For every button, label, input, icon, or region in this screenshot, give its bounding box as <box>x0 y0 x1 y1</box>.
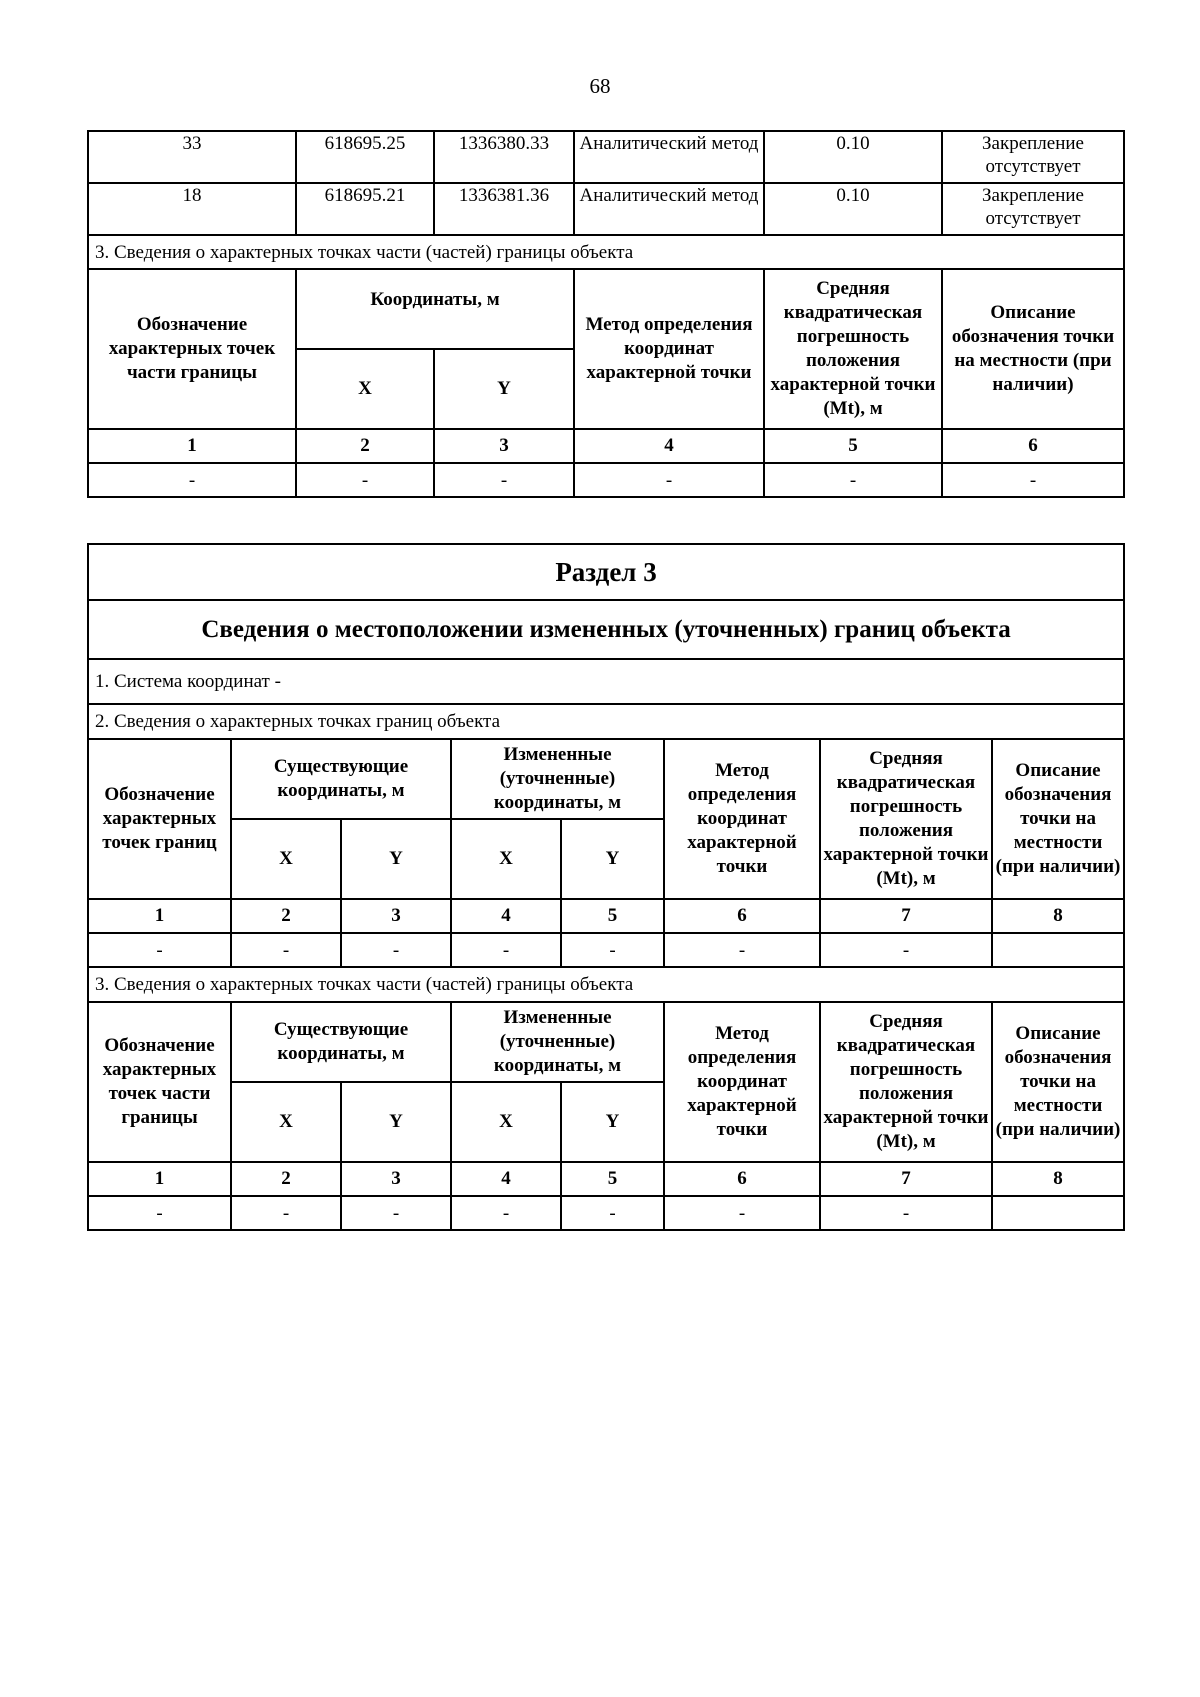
empty-cell: - <box>820 1196 992 1230</box>
column-number: 3 <box>434 429 574 463</box>
parts-title-row <box>88 967 1124 1002</box>
header-point-designation: Обозначение характерных точек части границы <box>88 269 296 429</box>
section-subtitle: Сведения о местоположении измененных (уточненных) границ объекта <box>88 600 1124 659</box>
empty-cell: - <box>341 933 451 967</box>
column-number: 3 <box>341 899 451 933</box>
empty-cell: - <box>296 463 434 497</box>
table-row <box>88 183 1124 235</box>
empty-cell: - <box>88 1196 231 1230</box>
empty-cell: - <box>561 1196 664 1230</box>
empty-cell: - <box>664 933 820 967</box>
header-existing-coordinates: Существующие координаты, м <box>231 739 451 819</box>
column-number: 5 <box>764 429 942 463</box>
x-value: 618695.21 <box>296 183 434 235</box>
empty-cell: - <box>574 463 764 497</box>
header-description: Описание обозначения точки на местности (при наличии) <box>992 739 1124 899</box>
column-number: 1 <box>88 429 296 463</box>
header-y: Y <box>341 1082 451 1162</box>
empty-cell <box>992 1196 1124 1230</box>
header-error: Средняя квадратическая погрешность положения характерной точки (Mt), м <box>820 1002 992 1162</box>
section-heading-row <box>88 544 1124 600</box>
x-value: 618695.25 <box>296 131 434 183</box>
top-table <box>87 130 1125 498</box>
header-x: X <box>231 819 341 899</box>
empty-cell: - <box>341 1196 451 1230</box>
column-numbers-row <box>88 899 1124 933</box>
column-numbers-row <box>88 429 1124 463</box>
header-row <box>88 739 1124 819</box>
empty-cell: - <box>231 1196 341 1230</box>
column-number: 8 <box>992 899 1124 933</box>
table-row <box>88 933 1124 967</box>
column-number: 5 <box>561 899 664 933</box>
empty-cell: - <box>231 933 341 967</box>
column-number: 6 <box>664 1162 820 1196</box>
column-number: 7 <box>820 1162 992 1196</box>
empty-cell: - <box>451 1196 561 1230</box>
column-number: 2 <box>231 1162 341 1196</box>
table-row <box>88 131 1124 183</box>
header-description: Описание обозначения точки на местности (при наличии) <box>942 269 1124 429</box>
section-title: 3. Сведения о характерных точках части (частей) границы объекта <box>88 235 1124 269</box>
header-row <box>88 269 1124 349</box>
header-method: Метод определения координат характерной точки <box>574 269 764 429</box>
empty-cell: - <box>820 933 992 967</box>
column-number: 5 <box>561 1162 664 1196</box>
empty-cell: - <box>664 1196 820 1230</box>
column-number: 8 <box>992 1162 1124 1196</box>
column-number: 2 <box>296 429 434 463</box>
point-id: 18 <box>88 183 296 235</box>
parts-title: 3. Сведения о характерных точках части (частей) границы объекта <box>88 967 1124 1002</box>
header-x: X <box>231 1082 341 1162</box>
empty-cell: - <box>88 463 296 497</box>
header-changed-coordinates: Измененные (уточненные) координаты, м <box>451 1002 664 1082</box>
header-y: Y <box>561 1082 664 1162</box>
section-row <box>88 235 1124 269</box>
empty-cell: - <box>942 463 1124 497</box>
coordinate-system: 1. Система координат - <box>88 659 1124 704</box>
method-value: Аналитический метод <box>574 183 764 235</box>
column-number: 7 <box>820 899 992 933</box>
column-number: 1 <box>88 899 231 933</box>
table-row <box>88 463 1124 497</box>
header-coordinates: Координаты, м <box>296 269 574 349</box>
y-value: 1336380.33 <box>434 131 574 183</box>
empty-cell: - <box>764 463 942 497</box>
point-id: 33 <box>88 131 296 183</box>
header-row <box>88 1002 1124 1082</box>
section3-table <box>87 543 1125 1231</box>
column-number: 6 <box>942 429 1124 463</box>
header-error: Средняя квадратическая погрешность положения характерной точки (Mt), м <box>820 739 992 899</box>
column-number: 4 <box>574 429 764 463</box>
header-changed-coordinates: Измененные (уточненные) координаты, м <box>451 739 664 819</box>
header-x: X <box>451 1082 561 1162</box>
points-title: 2. Сведения о характерных точках границ объекта <box>88 704 1124 739</box>
header-point-designation: Обозначение характерных точек границ <box>88 739 231 899</box>
header-point-designation: Обозначение характерных точек части границы <box>88 1002 231 1162</box>
column-number: 4 <box>451 899 561 933</box>
header-method: Метод определения координат характерной точки <box>664 739 820 899</box>
error-value: 0.10 <box>764 131 942 183</box>
column-number: 4 <box>451 1162 561 1196</box>
header-y: Y <box>561 819 664 899</box>
empty-cell: - <box>561 933 664 967</box>
empty-cell: - <box>88 933 231 967</box>
header-y: Y <box>434 349 574 429</box>
table-row <box>88 1196 1124 1230</box>
empty-cell: - <box>451 933 561 967</box>
page-number: 68 <box>589 74 611 98</box>
column-number: 1 <box>88 1162 231 1196</box>
column-number: 6 <box>664 899 820 933</box>
y-value: 1336381.36 <box>434 183 574 235</box>
header-x: X <box>296 349 434 429</box>
header-description: Описание обозначения точки на местности (при наличии) <box>992 1002 1124 1162</box>
column-numbers-row <box>88 1162 1124 1196</box>
header-error: Средняя квадратическая погрешность положения характерной точки (Mt), м <box>764 269 942 429</box>
column-number: 3 <box>341 1162 451 1196</box>
method-value: Аналитический метод <box>574 131 764 183</box>
header-method: Метод определения координат характерной точки <box>664 1002 820 1162</box>
header-x: X <box>451 819 561 899</box>
coord-system-row <box>88 659 1124 704</box>
empty-cell <box>992 933 1124 967</box>
column-number: 2 <box>231 899 341 933</box>
section-subtitle-row <box>88 600 1124 659</box>
section-title: Раздел 3 <box>88 544 1124 600</box>
points-title-row <box>88 704 1124 739</box>
header-y: Y <box>341 819 451 899</box>
empty-cell: - <box>434 463 574 497</box>
description-value: Закрепление отсутствует <box>942 183 1124 235</box>
description-value: Закрепление отсутствует <box>942 131 1124 183</box>
header-existing-coordinates: Существующие координаты, м <box>231 1002 451 1082</box>
error-value: 0.10 <box>764 183 942 235</box>
